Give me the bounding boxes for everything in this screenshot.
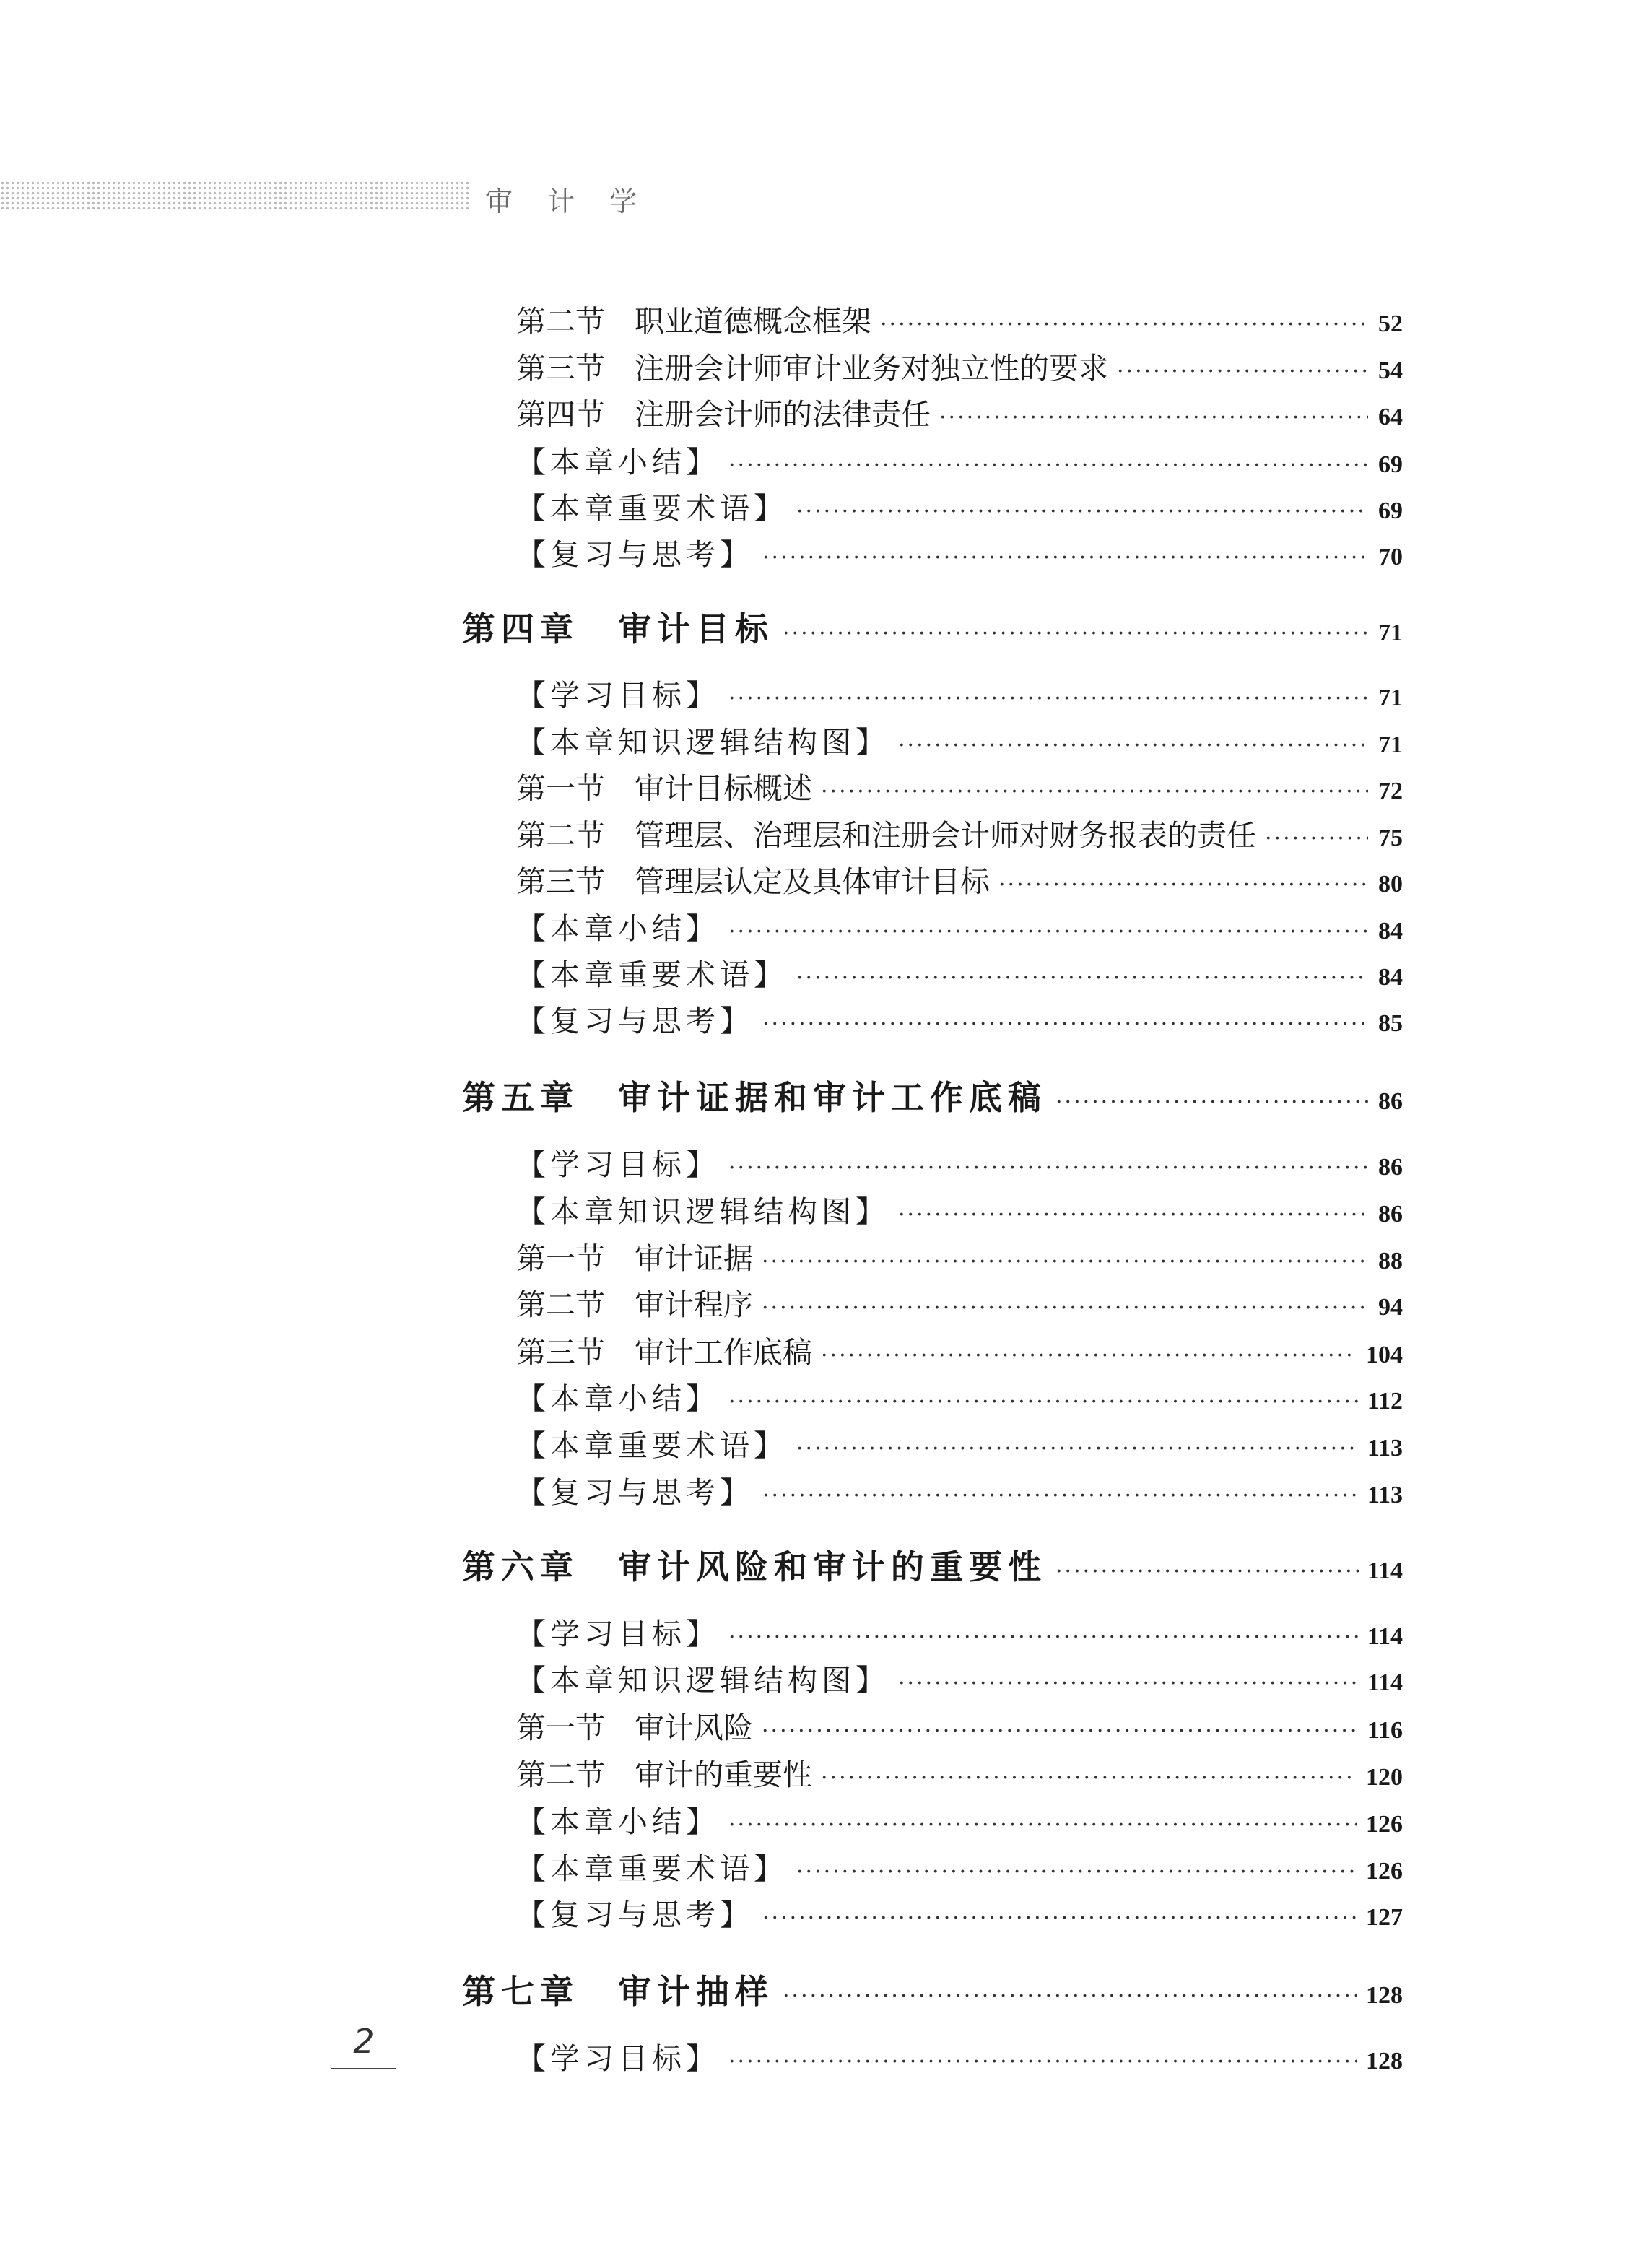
section-title: 第一节 审计证据 <box>516 1241 753 1276</box>
chapter-title: 第六章 审计风险和审计的重要性 <box>462 1547 1047 1586</box>
toc-page-number: 113 <box>1367 1435 1403 1461</box>
toc-entry[interactable] <box>516 531 1403 574</box>
toc-page-number: 86 <box>1378 1154 1403 1181</box>
toc-tag-label: 【复习与思考】 <box>516 1898 754 1932</box>
toc-tag-label: 【复习与思考】 <box>516 537 754 572</box>
toc-page-number: 113 <box>1367 1482 1403 1508</box>
toc-page-number: 86 <box>1378 1088 1403 1115</box>
toc-page-number: 75 <box>1378 825 1403 851</box>
dot-leader <box>783 1984 1357 2009</box>
toc-tag-label: 【学习目标】 <box>516 1147 720 1182</box>
toc-tag-label: 【学习目标】 <box>516 678 720 713</box>
toc-page-number: 70 <box>1378 544 1403 570</box>
toc-page-number: 112 <box>1367 1388 1403 1415</box>
section-title: 第三节 管理层认定及具体审计目标 <box>516 864 990 899</box>
dot-leader <box>762 1012 1368 1037</box>
toc-tag-label: 【本章重要术语】 <box>516 1851 788 1886</box>
toc-page-number: 85 <box>1378 1010 1403 1037</box>
running-header-title: 审 计 学 <box>485 186 650 217</box>
toc-entry[interactable] <box>516 765 1403 808</box>
toc-tag-label: 【本章重要术语】 <box>516 1428 788 1463</box>
dot-leader <box>762 1295 1368 1321</box>
toc-page-number: 69 <box>1378 451 1403 478</box>
toc-page-number: 71 <box>1378 731 1403 758</box>
toc-page-number: 128 <box>1366 1982 1403 2009</box>
toc-entry[interactable] <box>516 1188 1403 1231</box>
dot-leader <box>1265 826 1368 851</box>
section-title: 第四节 注册会计师的法律责任 <box>516 397 931 432</box>
toc-entry[interactable] <box>516 485 1403 528</box>
dot-leader <box>728 1155 1368 1181</box>
toc-tag-label: 【复习与思考】 <box>516 1004 754 1038</box>
toc-entry[interactable] <box>516 1704 1403 1747</box>
dot-leader <box>821 779 1368 804</box>
dot-leader <box>898 733 1368 758</box>
toc-page-number: 52 <box>1378 310 1403 337</box>
toc-entry[interactable] <box>516 1329 1403 1372</box>
toc-page-number: 104 <box>1366 1342 1403 1368</box>
toc-page-number: 114 <box>1367 1623 1403 1650</box>
toc-entry[interactable] <box>462 1965 1403 2009</box>
section-title: 第二节 审计的重要性 <box>516 1758 812 1792</box>
toc-entry[interactable] <box>516 1610 1403 1654</box>
toc-tag-label: 【本章知识逻辑结构图】 <box>516 1194 889 1229</box>
section-title: 第二节 审计程序 <box>516 1287 753 1322</box>
toc-entry[interactable] <box>516 1798 1403 1841</box>
toc-page-number: 84 <box>1378 918 1403 944</box>
dot-leader <box>796 965 1368 991</box>
toc-tag-label: 【本章小结】 <box>516 445 720 479</box>
toc-entry[interactable] <box>516 905 1403 948</box>
toc-entry[interactable] <box>516 1281 1403 1324</box>
dot-leader <box>796 499 1368 524</box>
toc-page-number: 120 <box>1366 1764 1403 1791</box>
toc-entry[interactable] <box>516 2035 1403 2078</box>
dot-leader <box>821 1343 1357 1368</box>
toc-page-number: 94 <box>1378 1294 1403 1321</box>
dot-leader <box>796 1436 1359 1461</box>
toc-page-number: 72 <box>1378 778 1403 804</box>
section-title: 第三节 注册会计师审计业务对独立性的要求 <box>516 351 1108 386</box>
toc-page-number: 127 <box>1366 1904 1403 1931</box>
dot-leader <box>728 1389 1359 1415</box>
toc-entry[interactable] <box>516 1141 1403 1184</box>
toc-entry[interactable] <box>516 1751 1403 1794</box>
toc-entry[interactable] <box>462 1541 1403 1584</box>
toc-entry[interactable] <box>516 718 1403 762</box>
section-title: 第二节 职业道德概念框架 <box>516 304 871 339</box>
dot-leader <box>898 1202 1368 1228</box>
toc-page-number: 69 <box>1378 498 1403 524</box>
chapter-title: 第四章 审计目标 <box>462 609 774 648</box>
section-title: 第一节 审计风险 <box>516 1711 753 1745</box>
toc-page-number: 116 <box>1367 1717 1403 1744</box>
toc-entry[interactable] <box>516 1656 1403 1700</box>
toc-entry[interactable] <box>516 438 1403 482</box>
toc-entry[interactable] <box>516 344 1403 388</box>
toc-tag-label: 【本章知识逻辑结构图】 <box>516 725 889 760</box>
toc-entry[interactable] <box>516 812 1403 855</box>
toc-tag-label: 【学习目标】 <box>516 1617 720 1651</box>
toc-entry[interactable] <box>516 1422 1403 1465</box>
dot-leader <box>728 2049 1357 2074</box>
header-decoration <box>0 181 469 212</box>
dot-leader <box>898 1671 1359 1696</box>
toc-tag-label: 【本章小结】 <box>516 911 720 946</box>
toc-entry[interactable] <box>516 297 1403 341</box>
dot-leader <box>1055 1559 1359 1584</box>
dot-leader <box>1055 1090 1368 1115</box>
toc-tag-label: 【本章小结】 <box>516 1804 720 1839</box>
toc-entry[interactable] <box>516 672 1403 715</box>
toc-tag-label: 【复习与思考】 <box>516 1475 754 1510</box>
dot-leader <box>762 1719 1359 1744</box>
dot-leader <box>796 1859 1357 1885</box>
dot-leader <box>783 621 1368 646</box>
toc-page-number: 114 <box>1367 1557 1403 1584</box>
dot-leader <box>728 686 1368 711</box>
toc-page-number: 128 <box>1366 2048 1403 2074</box>
dot-leader <box>728 1625 1359 1650</box>
toc-tag-label: 【本章小结】 <box>516 1381 720 1416</box>
toc-page-number: 71 <box>1378 685 1403 711</box>
toc-entry[interactable] <box>516 1891 1403 1934</box>
dot-leader <box>728 919 1368 944</box>
section-title: 第三节 审计工作底稿 <box>516 1335 812 1370</box>
section-title: 第一节 审计目标概述 <box>516 771 812 806</box>
toc-entry[interactable] <box>516 1469 1403 1512</box>
toc-page-number: 71 <box>1378 620 1403 646</box>
toc-entry[interactable] <box>516 951 1403 994</box>
toc-page-number: 126 <box>1366 1858 1403 1885</box>
dot-leader <box>728 1812 1357 1838</box>
toc-page-number: 126 <box>1366 1811 1403 1838</box>
toc-page-number: 88 <box>1378 1248 1403 1274</box>
toc-page-number: 84 <box>1378 964 1403 991</box>
toc-page-number: 64 <box>1378 404 1403 430</box>
toc-entry[interactable] <box>516 1235 1403 1278</box>
toc-tag-label: 【本章知识逻辑结构图】 <box>516 1663 889 1698</box>
dot-leader <box>762 1249 1368 1274</box>
toc-entry[interactable] <box>516 858 1403 901</box>
toc-entry[interactable] <box>516 997 1403 1040</box>
dot-leader <box>998 872 1368 898</box>
dot-leader <box>728 453 1368 478</box>
dot-leader <box>762 1483 1359 1508</box>
chapter-title: 第七章 审计抽样 <box>462 1972 774 2011</box>
dot-leader <box>762 1906 1357 1931</box>
toc-tag-label: 【本章重要术语】 <box>516 957 788 992</box>
page-number-rule <box>331 2068 396 2069</box>
page-number: 2 <box>353 2022 375 2061</box>
toc-entry[interactable] <box>462 1072 1403 1115</box>
chapter-title: 第五章 审计证据和审计工作底稿 <box>462 1078 1047 1117</box>
toc-page-number: 86 <box>1378 1201 1403 1228</box>
dot-leader <box>939 405 1368 430</box>
dot-leader <box>880 312 1368 337</box>
dot-leader <box>1117 359 1368 384</box>
section-title: 第二节 管理层、治理层和注册会计师对财务报表的责任 <box>516 818 1256 853</box>
toc-tag-label: 【学习目标】 <box>516 2041 720 2076</box>
dot-leader <box>762 545 1368 570</box>
toc-page-number: 114 <box>1367 1669 1403 1696</box>
toc-entry[interactable] <box>516 391 1403 434</box>
dot-leader <box>821 1765 1357 1791</box>
toc-entry[interactable] <box>516 1845 1403 1888</box>
toc-entry[interactable] <box>462 603 1403 646</box>
toc-page-number: 54 <box>1378 357 1403 384</box>
toc-page-number: 80 <box>1378 871 1403 898</box>
toc-tag-label: 【本章重要术语】 <box>516 491 788 526</box>
toc-entry[interactable] <box>516 1375 1403 1418</box>
